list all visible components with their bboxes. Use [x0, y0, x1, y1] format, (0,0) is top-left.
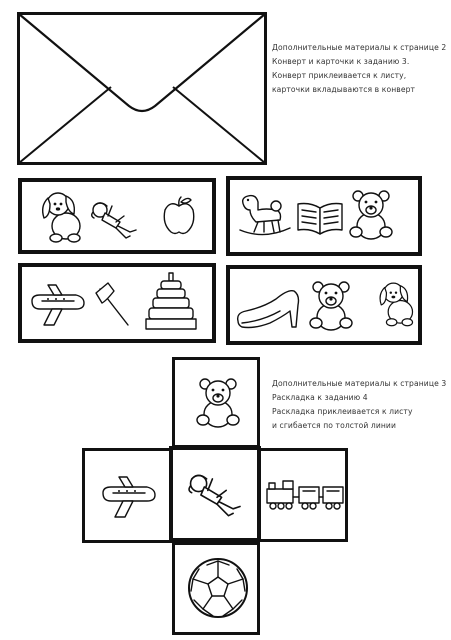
envelope-note-line: Конверт приклеивается к листу, [272, 71, 407, 80]
card-4 [226, 265, 422, 345]
dog-icon [376, 279, 416, 329]
teddy-bear-icon [308, 279, 354, 333]
cube-face-right [258, 448, 348, 542]
train-icon [265, 479, 345, 511]
card-1 [18, 178, 216, 254]
pyramid-toy-icon [144, 271, 198, 333]
cube-face-left [82, 448, 172, 543]
envelope-instructions [272, 41, 446, 97]
layout-note-line: Раскладка к заданию 4 [272, 393, 368, 402]
layout-note-line: и сгибается по толстой линии [272, 421, 397, 430]
envelope-note-line: Конверт и карточки к заданию 3. [272, 57, 410, 66]
rocking-horse-icon [236, 192, 292, 242]
card-3 [18, 263, 216, 343]
teddy-bear-icon [348, 188, 394, 242]
airplane-icon [30, 281, 86, 327]
layout-note-line: Дополнительные материалы к странице 3 [272, 379, 447, 388]
layout-note-line: Раскладка приклеивается к листу [272, 407, 413, 416]
card-2 [226, 176, 422, 256]
cube-face-top [172, 357, 260, 448]
airplane-icon [101, 473, 157, 519]
cube-face-bottom [172, 542, 260, 635]
book-icon [296, 200, 344, 236]
teddy-bear-icon [195, 376, 241, 430]
shoe-icon [234, 287, 304, 329]
doll-icon [90, 200, 142, 240]
soccer-ball-icon [187, 557, 249, 619]
dog-icon [38, 190, 84, 244]
cube-face-center [169, 446, 261, 542]
apple-icon [162, 196, 196, 236]
doll-icon [187, 472, 247, 518]
layout-instructions [272, 377, 446, 433]
axe-icon [92, 283, 134, 329]
envelope-note-line: Дополнительные материалы к странице 2 [272, 43, 447, 52]
envelope [17, 12, 267, 165]
envelope-note-line: карточки вкладываются в конверт [272, 85, 416, 94]
